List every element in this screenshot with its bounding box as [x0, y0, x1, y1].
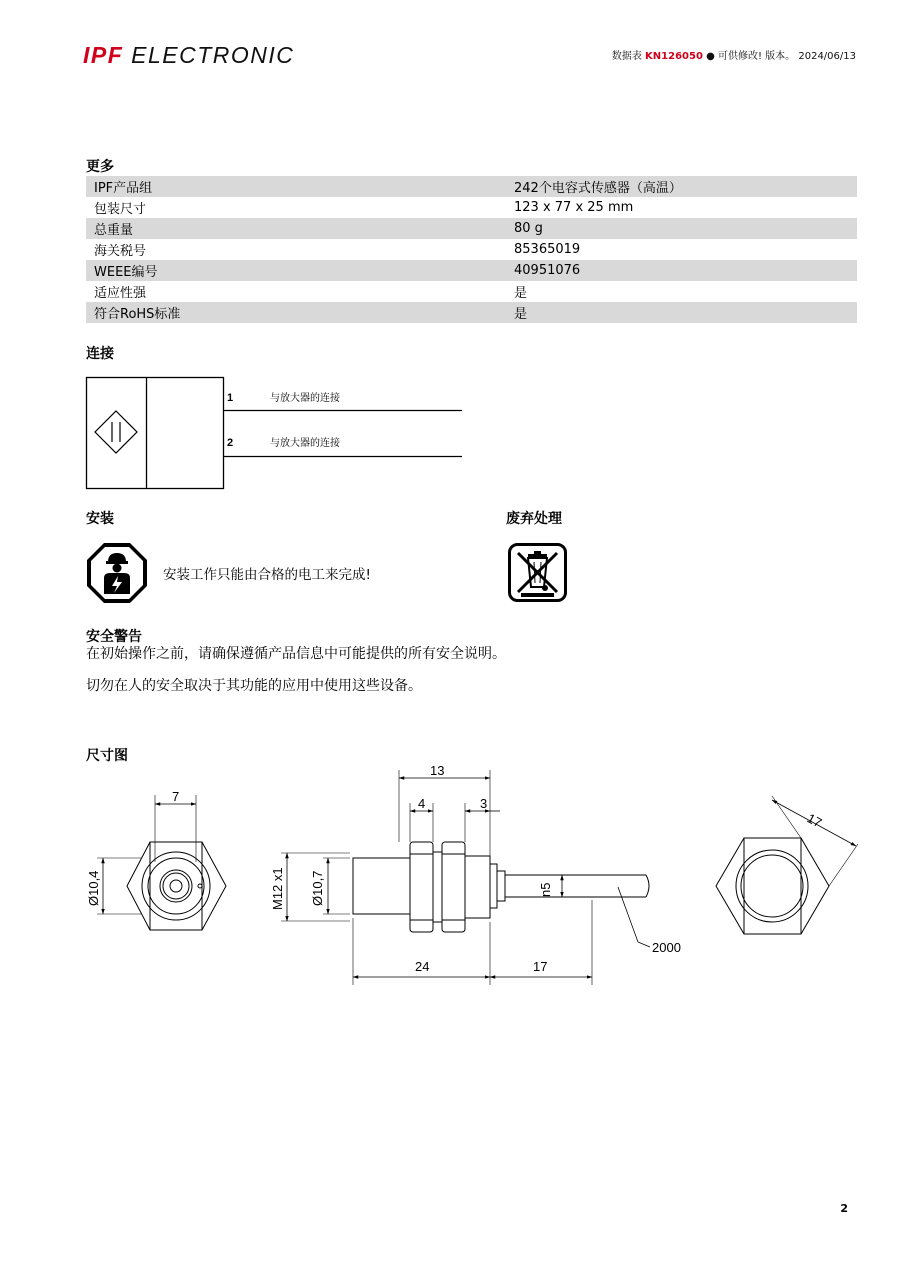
doc-suffix: ● 可供修改! 版本。 2024/06/13	[702, 51, 856, 62]
row-label: 适应性强	[94, 286, 147, 301]
dim-label: 17	[804, 810, 825, 831]
row-label: WEEE编号	[86, 260, 506, 281]
dim-label: 7	[172, 789, 180, 804]
side-view	[281, 770, 650, 985]
row-value: 123 x 77 x 25 mm	[514, 200, 634, 215]
row-value: 是	[506, 302, 857, 323]
dim-label: Ø10,4	[86, 870, 101, 906]
dim-label: 3	[480, 796, 488, 811]
safety-section-title: 安全警告	[86, 629, 142, 645]
dimensions-section-title: 尺寸图	[86, 748, 128, 764]
dim-label: 4	[418, 796, 426, 811]
dim-label: 13	[430, 763, 445, 778]
logo-brand: IPF	[83, 42, 124, 68]
dim-label: n5	[538, 882, 553, 897]
pin-number: 1	[227, 392, 234, 404]
disposal-section-title: 废弃处理	[506, 511, 562, 527]
pin-label: 与放大器的连接	[270, 438, 340, 449]
row-label: IPF产品组	[86, 176, 506, 197]
dim-label: 2000	[652, 940, 681, 955]
safety-line-2: 切勿在人的安全取决于其功能的应用中使用这些设备。	[86, 678, 422, 694]
safety-line-1: 在初始操作之前，请确保遵循产品信息中可能提供的所有安全说明。	[86, 646, 506, 662]
dim-label: 24	[415, 959, 430, 974]
row-label: 总重量	[86, 218, 506, 239]
row-value: 242个电容式传感器（高温）	[506, 176, 857, 197]
end-view	[716, 796, 858, 934]
doc-prefix: 数据表	[611, 51, 646, 62]
pin-label: 与放大器的连接	[270, 393, 340, 404]
page-number: 2	[840, 1202, 848, 1215]
row-value: 40951076	[506, 260, 857, 281]
dim-label: 17	[533, 959, 548, 974]
row-value: 是	[514, 286, 528, 301]
row-label: 包装尺寸	[94, 202, 147, 217]
pin-number: 2	[227, 437, 234, 449]
row-label: 符合RoHS标准	[86, 302, 506, 323]
row-label: 海关税号	[94, 244, 147, 259]
row-value: 85365019	[514, 242, 581, 257]
dim-label: M12 x1	[270, 867, 285, 910]
logo-text: ELECTRONIC	[123, 42, 295, 68]
installation-section-title: 安装	[86, 511, 114, 527]
connection-section-title: 连接	[86, 346, 114, 362]
dim-label: Ø10,7	[310, 870, 325, 906]
installation-text: 安装工作只能由合格的电工来完成!	[163, 567, 371, 583]
more-section-title: 更多	[86, 159, 114, 175]
doc-code: KN126050	[645, 51, 703, 62]
row-value: 80 g	[506, 218, 857, 239]
front-view	[97, 795, 226, 930]
